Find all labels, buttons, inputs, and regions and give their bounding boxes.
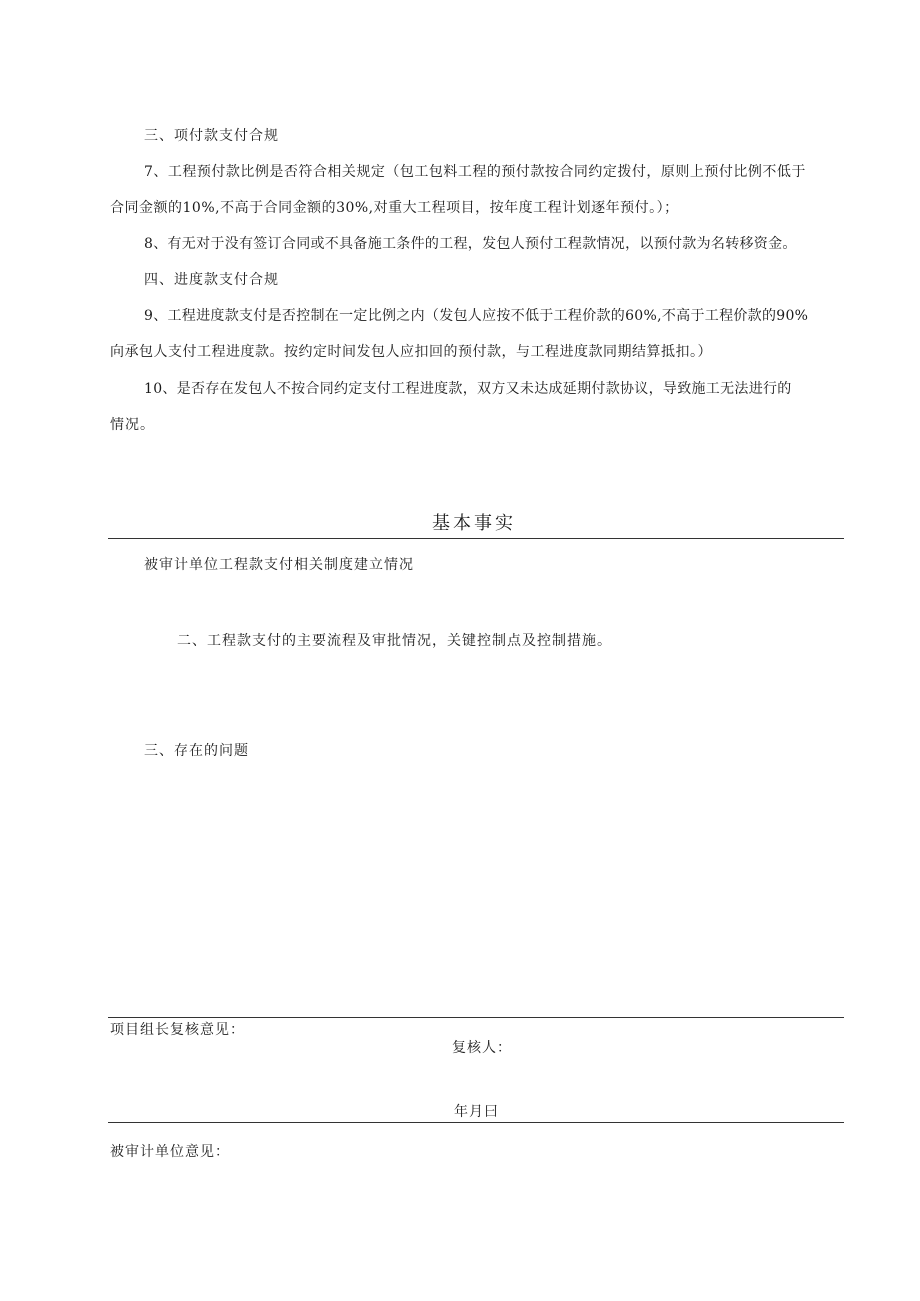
auditee-divider	[108, 1122, 844, 1123]
facts-divider	[108, 538, 844, 539]
facts-item-1: 被审计单位工程款支付相关制度建立情况	[144, 557, 414, 573]
facts-item-3: 三、存在的问题	[144, 743, 249, 759]
item10-line2: 情况。	[110, 417, 155, 433]
section3-heading: 三、项付款支付合规	[144, 128, 279, 144]
review-divider	[108, 1017, 844, 1018]
item9-line1: 9、工程进度款支付是否控制在一定比例之内（发包人应按不低于工程价款的60%,不高于工程价款的90%	[144, 308, 809, 324]
item10-line1: 10、是否存在发包人不按合同约定支付工程进度款，双方又未达成延期付款协议，导致施工无法进行的	[144, 381, 792, 397]
auditee-label: 被审计单位意见：	[110, 1144, 230, 1160]
section4-heading: 四、进度款支付合规	[144, 272, 279, 288]
item7-line1: 7、工程预付款比例是否符合相关规定（包工包料工程的预付款按合同约定拨付，原则上预付比例不低于	[144, 164, 806, 180]
date-label: 年月曰	[454, 1104, 499, 1120]
item8: 8、有无对于没有签订合同或不具备施工条件的工程，发包人预付工程款情况，以预付款为名转移资金。	[144, 236, 797, 252]
reviewer-label: 复核人：	[452, 1040, 512, 1056]
facts-title: 基本事实	[432, 513, 516, 534]
facts-item-2: 二、工程款支付的主要流程及审批情况，关键控制点及控制措施。	[177, 633, 612, 649]
item9-line2: 向承包人支付工程进度款。按约定时间发包人应扣回的预付款，与工程进度款同期结算抵扣。）	[110, 344, 712, 360]
review-label: 项目组长复核意见：	[110, 1022, 245, 1038]
item7-line2: 合同金额的10%,不高于合同金额的30%,对重大工程项目，按年度工程计划逐年预付。）；	[110, 200, 679, 216]
